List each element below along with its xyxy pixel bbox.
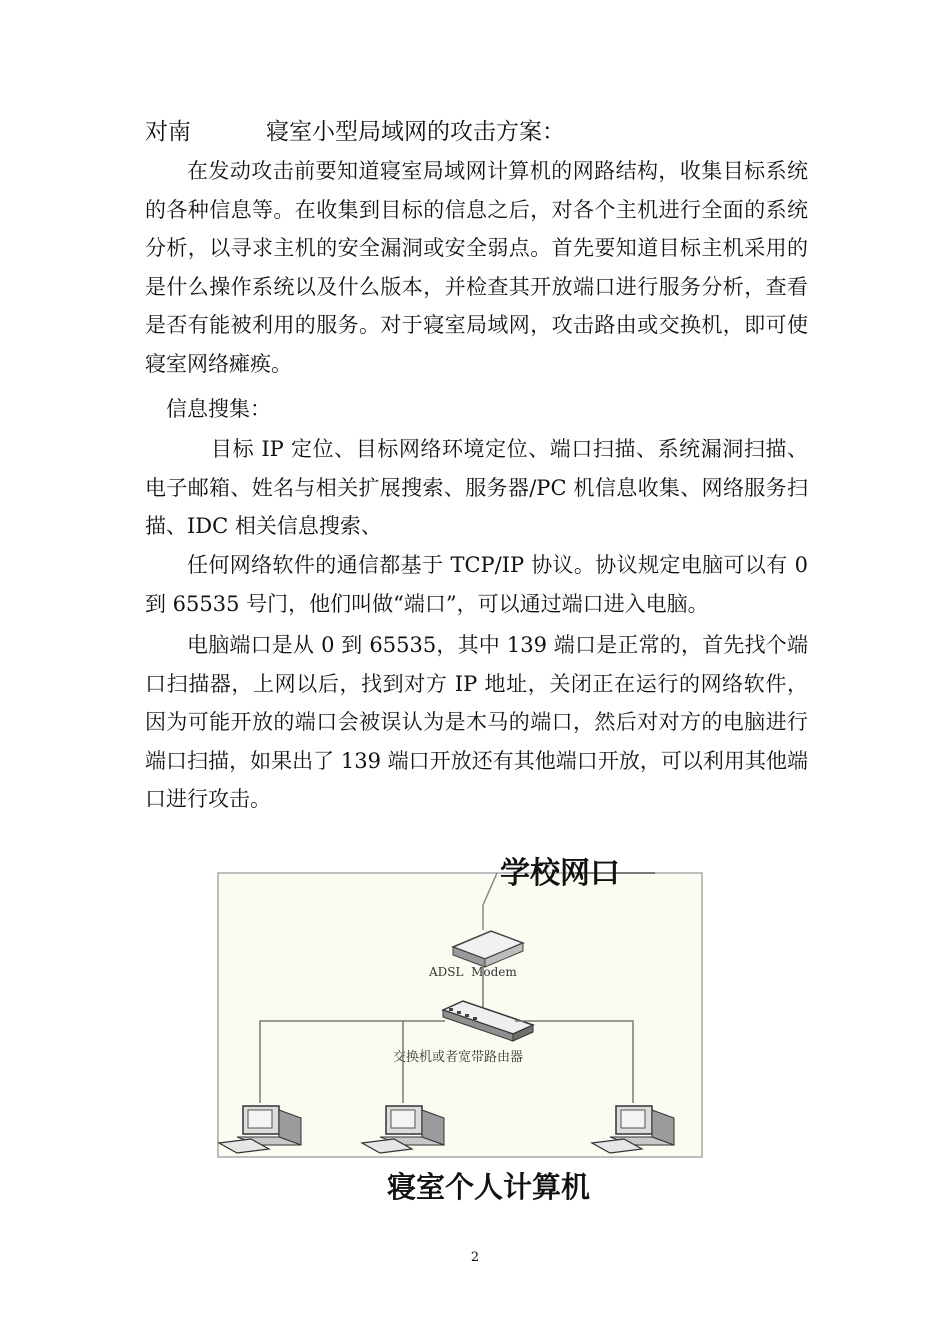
document-title — [145, 113, 565, 146]
paragraph-info-gathering-heading: 信息搜集： — [166, 397, 271, 421]
paragraph-attack-overview: 在发动攻击前要知道寝室局域网计算机的网路结构，收集目标系统的各种信息等。在收集到目标的信息之后，对各个主机进行全面的系统分析，以寻求主机的安全漏洞或安全弱点。首先要知道目标主机采用的是什么操作系统以及什么版本，并检查其开放端口进行服务分析，查看是否有能被利用的服务。对于寝室局域网，攻击路由或交换机，即可使寝室网络瘫痪。 — [145, 159, 808, 376]
title-left: 对南 — [145, 119, 191, 145]
modem-label: ADSL Modem — [429, 965, 517, 979]
paragraph-port-scanning: 电脑端口是从 0 到 65535，其中 139 端口是正常的，首先找个端口扫描器，上网以后，找到对方 IP 地址，关闭正在运行的网络软件，因为可能开放的端口会被误认为是木马的端口，然后对对方的电脑进行端口扫描，如果出了 139 端口开放还有其他端口开放，可以利用其他端口进行攻击。 — [145, 633, 808, 811]
network-diagram — [215, 845, 715, 1215]
school-gateway-label: 学校网口 — [500, 856, 620, 891]
switch-label: 交换机或者宽带路由器 — [393, 1050, 524, 1065]
paragraph-info-gathering-list: 目标 IP 定位、目标网络环境定位、端口扫描、系统漏洞扫描、电子邮箱、姓名与相关扩展搜索、服务器/PC 机信息收集、网络服务扫描、IDC 相关信息搜索、 — [145, 437, 808, 538]
dorm-computers-label: 寝室个人计算机 — [387, 1170, 591, 1204]
page-number: 2 — [470, 1250, 480, 1265]
paragraph-tcpip-ports: 任何网络软件的通信都基于 TCP/IP 协议。协议规定电脑可以有 0 到 65535 号门，他们叫做“端口”，可以通过端口进入电脑。 — [145, 553, 808, 616]
title-right: 寝室小型局域网的攻击方案： — [266, 119, 565, 145]
